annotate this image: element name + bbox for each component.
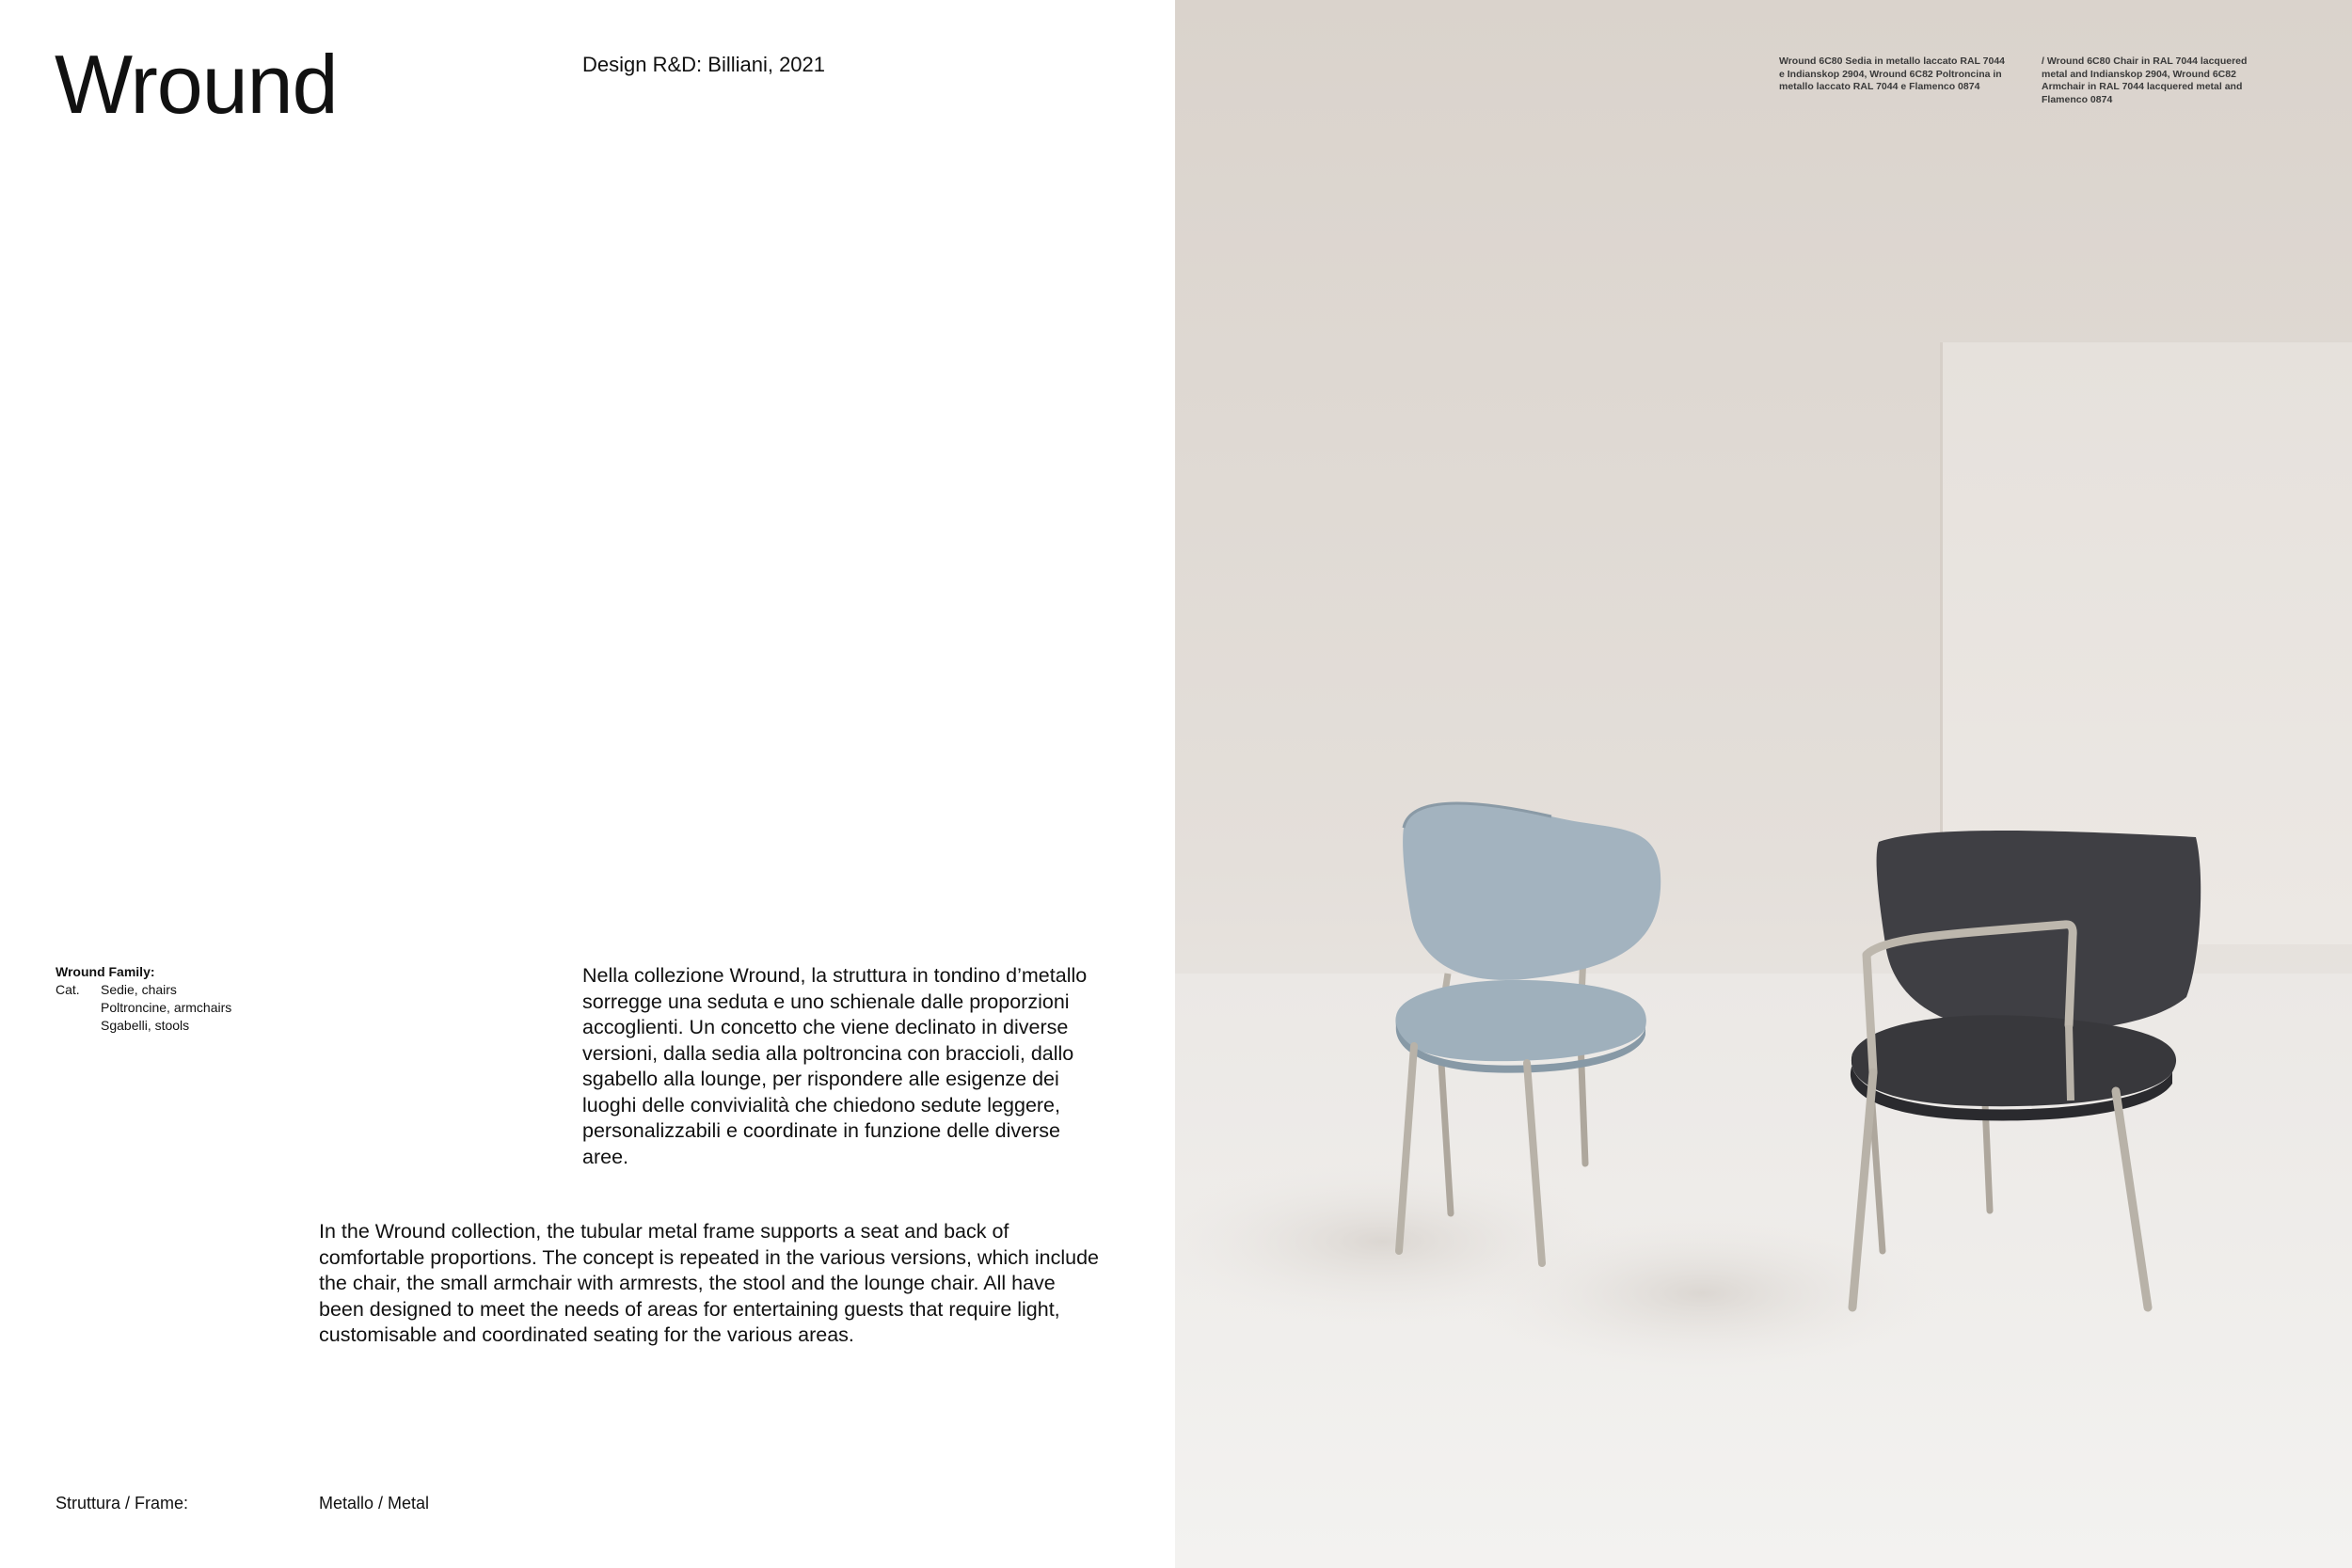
chair-backrest xyxy=(1877,831,2201,1032)
category-item: Sedie, chairs xyxy=(101,982,177,997)
chair-seat xyxy=(1395,980,1645,1061)
category-label: Cat. xyxy=(56,982,80,997)
chairs-illustration xyxy=(1175,0,2352,1568)
frame-label: Struttura / Frame: xyxy=(56,1494,189,1513)
category-item: Sgabelli, stools xyxy=(101,1018,190,1033)
chair-backrest xyxy=(1403,803,1661,980)
family-info xyxy=(56,963,231,1035)
frame-value: Metallo / Metal xyxy=(319,1494,430,1513)
family-title: Wround Family: xyxy=(56,964,155,979)
description-english: In the Wround collection, the tubular metal frame supports a seat and back of comfortable proportions. The concept is repeated in the various versions, which include the chair, the small armchair with armrests, the stool and the lounge chair. All have been designed to meet the needs of areas for entertaining guests that require light, customisable and coordinated seating for the various areas. xyxy=(319,1220,1099,1346)
left-page xyxy=(0,0,1175,1568)
product-photo xyxy=(1175,0,2352,1568)
photo-caption-italian: Wround 6C80 Sedia in metallo laccato RAL 7044 e Indianskop 2904, Wround 6C82 Poltroncina in metallo laccato RAL 7044 e Flamenco 0874 xyxy=(1779,55,2006,92)
design-credit: Design R&D: Billiani, 2021 xyxy=(582,53,826,76)
description-italian: Nella collezione Wround, la struttura in tondino d’metallo sorregge una seduta e uno schienale dalle proporzioni accoglienti. Un concetto che viene declinato in diverse versioni, dalla sedia alla poltroncina con braccioli, dallo sgabello alla lounge, per rispondere alle esigenze dei luoghi delle convivialità che chiedono sedute leggere, personalizzabili e coordinate in funzione delle diverse aree. xyxy=(582,964,1088,1168)
category-row xyxy=(56,981,231,1035)
chair-shadow xyxy=(1457,1209,1947,1378)
page-title: Wround xyxy=(55,38,338,131)
chair-seat xyxy=(1851,1015,2176,1106)
category-item: Poltroncine, armchairs xyxy=(101,1000,232,1015)
category-list xyxy=(101,981,231,1035)
chair-rod xyxy=(2069,1025,2071,1101)
photo-caption-english: / Wround 6C80 Chair in RAL 7044 lacquered metal and Indianskop 2904, Wround 6C82 Armchair in RAL 7044 lacquered metal and Flamenco 0874 xyxy=(2042,55,2248,105)
